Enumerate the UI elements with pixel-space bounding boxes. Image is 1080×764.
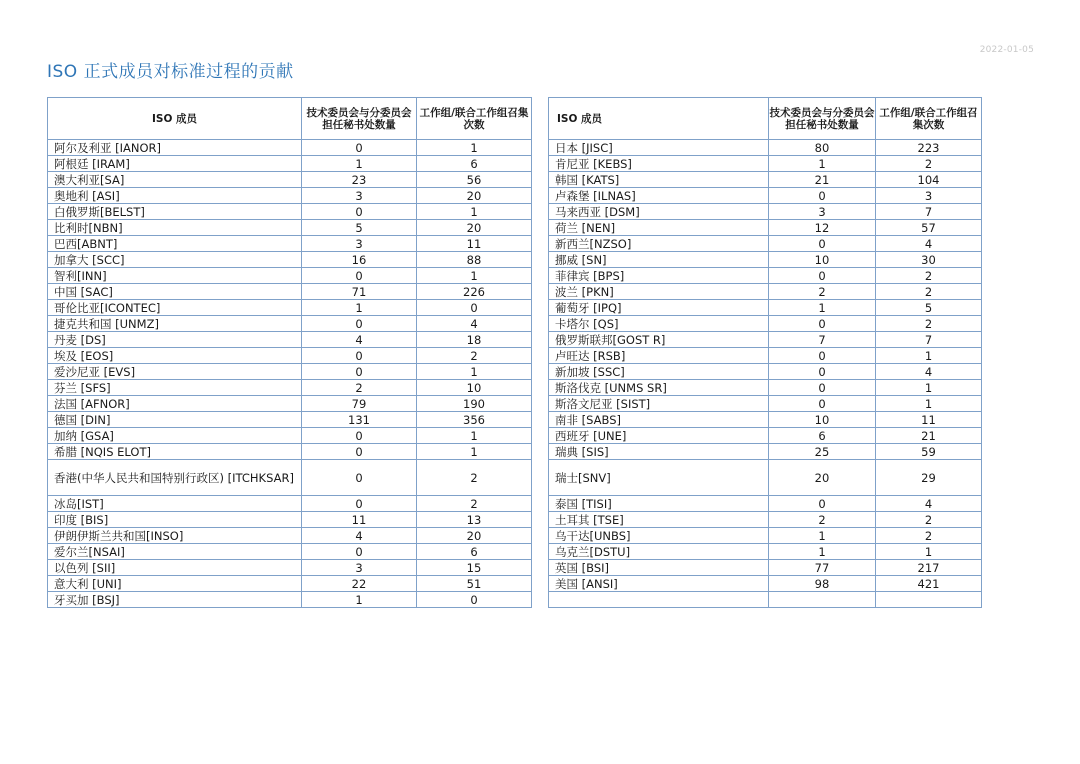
secretariats-cell: 0 <box>769 268 876 284</box>
secretariats-cell: 2 <box>769 284 876 300</box>
table-row <box>549 412 982 428</box>
member-cell: 香港(中华人民共和国特别行政区) [ITCHKSAR] <box>48 460 302 496</box>
working-groups-cell: 18 <box>417 332 532 348</box>
table-row <box>48 300 532 316</box>
secretariats-cell: 71 <box>302 284 417 300</box>
member-cell: 斯洛伐克 [UNMS SR] <box>549 380 769 396</box>
document-date: 2022-01-05 <box>979 45 1034 55</box>
working-groups-cell: 1 <box>876 380 982 396</box>
member-cell: 乌干达[UNBS] <box>549 528 769 544</box>
working-groups-cell: 1 <box>876 544 982 560</box>
working-groups-cell: 11 <box>417 236 532 252</box>
table-row <box>549 332 982 348</box>
member-cell: 菲律宾 [BPS] <box>549 268 769 284</box>
table-row <box>549 268 982 284</box>
member-cell: 爱尔兰[NSAI] <box>48 544 302 560</box>
working-groups-cell: 4 <box>876 364 982 380</box>
working-groups-cell: 0 <box>417 300 532 316</box>
member-cell: 埃及 [EOS] <box>48 348 302 364</box>
table-row <box>549 236 982 252</box>
working-groups-cell: 59 <box>876 444 982 460</box>
secretariats-cell: 0 <box>302 348 417 364</box>
working-groups-cell: 10 <box>417 380 532 396</box>
secretariats-cell: 6 <box>769 428 876 444</box>
table-row <box>549 460 982 496</box>
member-cell: 荷兰 [NEN] <box>549 220 769 236</box>
secretariats-cell: 10 <box>769 412 876 428</box>
member-cell: 芬兰 [SFS] <box>48 380 302 396</box>
working-groups-cell: 1 <box>417 428 532 444</box>
member-cell: 卢森堡 [ILNAS] <box>549 188 769 204</box>
table-row <box>48 444 532 460</box>
working-groups-cell: 226 <box>417 284 532 300</box>
working-groups-cell: 6 <box>417 544 532 560</box>
member-cell: 阿尔及利亚 [IANOR] <box>48 140 302 156</box>
working-groups-cell: 2 <box>876 284 982 300</box>
secretariats-cell: 23 <box>302 172 417 188</box>
secretariats-cell: 131 <box>302 412 417 428</box>
table-row <box>549 496 982 512</box>
table-row <box>48 140 532 156</box>
working-groups-cell: 4 <box>876 496 982 512</box>
member-cell: 牙买加 [BSJ] <box>48 592 302 608</box>
working-groups-cell: 356 <box>417 412 532 428</box>
table-row <box>48 252 532 268</box>
member-cell: 美国 [ANSI] <box>549 576 769 592</box>
table-row <box>549 316 982 332</box>
table-row <box>48 156 532 172</box>
working-groups-cell: 20 <box>417 220 532 236</box>
table-row <box>549 172 982 188</box>
working-groups-cell: 6 <box>417 156 532 172</box>
working-groups-cell: 2 <box>876 268 982 284</box>
secretariats-cell: 0 <box>302 444 417 460</box>
working-groups-cell: 1 <box>417 444 532 460</box>
working-groups-cell: 1 <box>876 348 982 364</box>
working-groups-cell: 223 <box>876 140 982 156</box>
working-groups-cell: 217 <box>876 560 982 576</box>
working-groups-cell: 7 <box>876 204 982 220</box>
header-working-groups: 工作组/联合工作组召集次数 <box>417 98 532 140</box>
working-groups-cell: 3 <box>876 188 982 204</box>
header-member: ISO 成员 <box>48 98 302 140</box>
secretariats-cell: 98 <box>769 576 876 592</box>
table-row <box>549 444 982 460</box>
secretariats-cell: 3 <box>302 560 417 576</box>
member-cell: 德国 [DIN] <box>48 412 302 428</box>
member-cell: 卡塔尔 [QS] <box>549 316 769 332</box>
secretariats-cell: 0 <box>769 396 876 412</box>
member-cell: 葡萄牙 [IPQ] <box>549 300 769 316</box>
working-groups-cell: 1 <box>417 140 532 156</box>
secretariats-cell: 0 <box>769 236 876 252</box>
table-row <box>48 512 532 528</box>
secretariats-cell: 1 <box>302 300 417 316</box>
table-row <box>48 560 532 576</box>
member-cell: 韩国 [KATS] <box>549 172 769 188</box>
table-row <box>48 592 532 608</box>
secretariats-cell: 1 <box>769 156 876 172</box>
table-row <box>549 560 982 576</box>
table-row <box>48 396 532 412</box>
table-row <box>48 172 532 188</box>
table-row <box>48 236 532 252</box>
header-secretariats: 技术委员会与分委员会担任秘书处数量 <box>302 98 417 140</box>
member-cell: 俄罗斯联邦[GOST R] <box>549 332 769 348</box>
secretariats-cell: 0 <box>769 496 876 512</box>
member-cell: 捷克共和国 [UNMZ] <box>48 316 302 332</box>
secretariats-cell: 0 <box>302 460 417 496</box>
secretariats-cell: 4 <box>302 332 417 348</box>
member-cell: 波兰 [PKN] <box>549 284 769 300</box>
member-cell: 印度 [BIS] <box>48 512 302 528</box>
secretariats-cell: 0 <box>302 364 417 380</box>
table-row <box>48 188 532 204</box>
table-row <box>549 364 982 380</box>
table-row <box>48 268 532 284</box>
table-row <box>48 316 532 332</box>
table-header-row <box>48 98 532 140</box>
table-row <box>48 220 532 236</box>
working-groups-cell: 2 <box>417 460 532 496</box>
secretariats-cell <box>769 592 876 608</box>
member-cell: 奥地利 [ASI] <box>48 188 302 204</box>
secretariats-cell: 2 <box>302 380 417 396</box>
page-title: ISO 正式成员对标准过程的贡献 <box>47 62 294 82</box>
member-cell: 伊朗伊斯兰共和国[INSO] <box>48 528 302 544</box>
table-row <box>549 156 982 172</box>
member-cell: 卢旺达 [RSB] <box>549 348 769 364</box>
table-row <box>48 428 532 444</box>
secretariats-cell: 10 <box>769 252 876 268</box>
table-row <box>549 300 982 316</box>
member-cell: 英国 [BSI] <box>549 560 769 576</box>
secretariats-cell: 0 <box>302 428 417 444</box>
member-cell: 丹麦 [DS] <box>48 332 302 348</box>
table-row <box>48 576 532 592</box>
secretariats-cell: 20 <box>769 460 876 496</box>
secretariats-cell: 22 <box>302 576 417 592</box>
member-cell: 中国 [SAC] <box>48 284 302 300</box>
working-groups-cell: 5 <box>876 300 982 316</box>
header-member: ISO 成员 <box>549 98 769 140</box>
members-table-right <box>548 97 982 608</box>
member-cell: 意大利 [UNI] <box>48 576 302 592</box>
secretariats-cell: 5 <box>302 220 417 236</box>
member-cell: 斯洛文尼亚 [SIST] <box>549 396 769 412</box>
working-groups-cell: 1 <box>876 396 982 412</box>
table-row <box>48 364 532 380</box>
working-groups-cell: 4 <box>876 236 982 252</box>
member-cell: 阿根廷 [IRAM] <box>48 156 302 172</box>
header-working-groups: 工作组/联合工作组召集次数 <box>876 98 982 140</box>
working-groups-cell: 29 <box>876 460 982 496</box>
secretariats-cell: 3 <box>769 204 876 220</box>
secretariats-cell: 1 <box>769 300 876 316</box>
member-cell: 西班牙 [UNE] <box>549 428 769 444</box>
working-groups-cell: 1 <box>417 204 532 220</box>
table-row <box>549 592 982 608</box>
secretariats-cell: 0 <box>302 544 417 560</box>
working-groups-cell: 2 <box>876 528 982 544</box>
working-groups-cell: 0 <box>417 592 532 608</box>
secretariats-cell: 79 <box>302 396 417 412</box>
member-cell: 泰国 [TISI] <box>549 496 769 512</box>
secretariats-cell: 11 <box>302 512 417 528</box>
secretariats-cell: 1 <box>769 528 876 544</box>
member-cell: 以色列 [SII] <box>48 560 302 576</box>
member-cell: 加纳 [GSA] <box>48 428 302 444</box>
working-groups-cell: 2 <box>876 316 982 332</box>
member-cell: 澳大利亚[SA] <box>48 172 302 188</box>
secretariats-cell: 0 <box>302 204 417 220</box>
member-cell: 南非 [SABS] <box>549 412 769 428</box>
members-table-left <box>47 97 532 608</box>
table-row <box>48 412 532 428</box>
table-row <box>549 204 982 220</box>
table-row <box>549 528 982 544</box>
member-cell: 希腊 [NQIS ELOT] <box>48 444 302 460</box>
working-groups-cell: 51 <box>417 576 532 592</box>
secretariats-cell: 0 <box>769 188 876 204</box>
working-groups-cell: 2 <box>417 496 532 512</box>
table-row <box>549 512 982 528</box>
member-cell <box>549 592 769 608</box>
member-cell: 巴西[ABNT] <box>48 236 302 252</box>
member-cell: 智利[INN] <box>48 268 302 284</box>
member-cell: 比利时[NBN] <box>48 220 302 236</box>
table-row <box>48 544 532 560</box>
member-cell: 瑞士[SNV] <box>549 460 769 496</box>
member-cell: 土耳其 [TSE] <box>549 512 769 528</box>
header-secretariats: 技术委员会与分委员会担任秘书处数量 <box>769 98 876 140</box>
table-row <box>549 188 982 204</box>
table-row <box>48 528 532 544</box>
working-groups-cell: 21 <box>876 428 982 444</box>
working-groups-cell: 57 <box>876 220 982 236</box>
secretariats-cell: 4 <box>302 528 417 544</box>
working-groups-cell: 1 <box>417 268 532 284</box>
member-cell: 白俄罗斯[BELST] <box>48 204 302 220</box>
table-row <box>48 380 532 396</box>
member-cell: 法国 [AFNOR] <box>48 396 302 412</box>
table-row <box>549 220 982 236</box>
secretariats-cell: 25 <box>769 444 876 460</box>
secretariats-cell: 0 <box>302 268 417 284</box>
secretariats-cell: 1 <box>302 156 417 172</box>
table-row <box>48 332 532 348</box>
secretariats-cell: 16 <box>302 252 417 268</box>
member-cell: 瑞典 [SIS] <box>549 444 769 460</box>
secretariats-cell: 3 <box>302 236 417 252</box>
member-cell: 挪威 [SN] <box>549 252 769 268</box>
table-row <box>48 496 532 512</box>
working-groups-cell: 88 <box>417 252 532 268</box>
working-groups-cell: 190 <box>417 396 532 412</box>
member-cell: 乌克兰[DSTU] <box>549 544 769 560</box>
secretariats-cell: 0 <box>769 316 876 332</box>
member-cell: 冰岛[IST] <box>48 496 302 512</box>
table-row <box>549 544 982 560</box>
secretariats-cell: 1 <box>769 544 876 560</box>
working-groups-cell: 30 <box>876 252 982 268</box>
table-row <box>549 284 982 300</box>
working-groups-cell <box>876 592 982 608</box>
table-row <box>549 348 982 364</box>
working-groups-cell: 20 <box>417 528 532 544</box>
member-cell: 马来西亚 [DSM] <box>549 204 769 220</box>
secretariats-cell: 0 <box>302 316 417 332</box>
member-cell: 加拿大 [SCC] <box>48 252 302 268</box>
table-row <box>48 284 532 300</box>
member-cell: 哥伦比亚[ICONTEC] <box>48 300 302 316</box>
table-row <box>48 460 532 496</box>
working-groups-cell: 56 <box>417 172 532 188</box>
table-row <box>48 348 532 364</box>
working-groups-cell: 1 <box>417 364 532 380</box>
working-groups-cell: 11 <box>876 412 982 428</box>
working-groups-cell: 2 <box>417 348 532 364</box>
secretariats-cell: 0 <box>769 380 876 396</box>
secretariats-cell: 3 <box>302 188 417 204</box>
working-groups-cell: 15 <box>417 560 532 576</box>
table-row <box>48 204 532 220</box>
member-cell: 日本 [JISC] <box>549 140 769 156</box>
secretariats-cell: 21 <box>769 172 876 188</box>
table-row <box>549 576 982 592</box>
secretariats-cell: 12 <box>769 220 876 236</box>
secretariats-cell: 0 <box>302 496 417 512</box>
working-groups-cell: 13 <box>417 512 532 528</box>
table-row <box>549 140 982 156</box>
member-cell: 新西兰[NZSO] <box>549 236 769 252</box>
table-row <box>549 428 982 444</box>
secretariats-cell: 0 <box>302 140 417 156</box>
member-cell: 肯尼亚 [KEBS] <box>549 156 769 172</box>
member-cell: 爱沙尼亚 [EVS] <box>48 364 302 380</box>
table-header-row <box>549 98 982 140</box>
member-cell: 新加坡 [SSC] <box>549 364 769 380</box>
secretariats-cell: 0 <box>769 364 876 380</box>
secretariats-cell: 80 <box>769 140 876 156</box>
table-row <box>549 380 982 396</box>
secretariats-cell: 1 <box>302 592 417 608</box>
working-groups-cell: 104 <box>876 172 982 188</box>
working-groups-cell: 7 <box>876 332 982 348</box>
secretariats-cell: 7 <box>769 332 876 348</box>
table-row <box>549 396 982 412</box>
table-row <box>549 252 982 268</box>
working-groups-cell: 20 <box>417 188 532 204</box>
secretariats-cell: 0 <box>769 348 876 364</box>
secretariats-cell: 77 <box>769 560 876 576</box>
working-groups-cell: 2 <box>876 512 982 528</box>
working-groups-cell: 421 <box>876 576 982 592</box>
working-groups-cell: 4 <box>417 316 532 332</box>
secretariats-cell: 2 <box>769 512 876 528</box>
working-groups-cell: 2 <box>876 156 982 172</box>
